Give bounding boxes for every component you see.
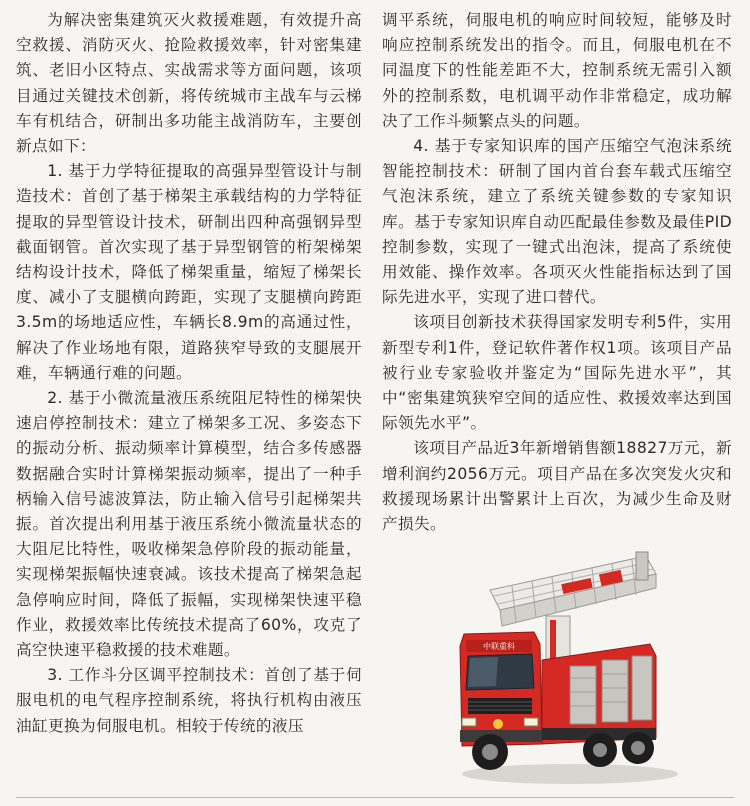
patents-paragraph: 该项目创新技术获得国家发明专利5件，实用新型专利1件，登记软件著作权1项。该项目产品被行业专家验收并鉴定为“国际先进水平”，其中“密集建筑狭窄空间的适应性、救援效率达到国际领先水平”。: [382, 313, 732, 433]
truck-cab: [460, 632, 542, 746]
aerial-ladder: [490, 552, 656, 626]
innovation-4-paragraph: 4. 基于专家知识库的国产压缩空气泡沫系统智能控制技术：研制了国内首台套车载式压缩空气泡沫系统，建立了系统关键参数的专家知识库。基于专家知识库自动匹配最佳参数及最佳PID控制参数，实现了一键式出泡沫，提高了系统使用效能、操作效率。各项灭火性能指标达到了国际先进水平，实现了进口替代。: [382, 137, 732, 307]
innovation-3-continuation: 调平系统，伺服电机的响应时间较短，能够及时响应控制系统发出的指令。而且，伺服电机在不同温度下的性能差距不大，控制系统无需引入额外的控制系数，电机调平动作非常稳定，成功解决了工作斗频繁点头的问题。: [382, 11, 732, 130]
innovation-1-paragraph: 1. 基于力学特征提取的高强异型管设计与制造技术：首创了基于梯架主承载结构的力学特征提取的异型管设计技术，研制出四种高强钢异型截面钢管。首次实现了基于异型钢管的桁架梯架结构设计技术，降低了梯架重量，缩短了梯架长度、减小了支腿横向跨距，实现了支腿横向跨距3.5m的场地适应性，车辆长8.9m的高通过性，解决了作业场地有限，道路狭窄导致的支腿展开难，车辆通行难的问题。: [16, 162, 362, 382]
innovation-2-paragraph: 2. 基于小微流量液压系统阻尼特性的梯架快速启停控制技术：建立了梯架多工况、多姿态下的振动分析、振动频率计算模型，结合多传感器数据融合实时计算梯架振动频率，提出了一种手柄输入信号滤波算法，防止输入信号引起梯架共振。首次提出利用基于液压系统小微流量状态的大阻尼比特性，吸收梯架急停阶段的振动能量，实现梯架振幅快速衰减。该技术提高了梯架急起急停响应时间，降低了振幅，实现梯架快速平稳作业，救援效率比传统技术提高了60%，攻克了高空快速平稳救援的技术难题。: [16, 389, 362, 660]
truck-body: [542, 644, 656, 744]
sales-paragraph: 该项目产品近3年新增销售额18827万元，新增利润约2056万元。项目产品在多次突发火灾和救援现场累计出警累计上百次，为减少生命及财产损失。: [382, 439, 732, 534]
footer-rule: [16, 797, 734, 798]
truck-logo-text: 中联重科: [483, 642, 515, 651]
fire-truck-image: [450, 548, 678, 788]
left-text-column: [16, 8, 362, 739]
intro-paragraph: 为解决密集建筑灭火救援难题，有效提升高空救援、消防灭火、抢险救援效率，针对密集建筑、老旧小区特点、实战需求等方面问题，该项目通过关键技术创新，将传统城市主战车与云梯车有机结合，研制出多功能主战消防车，主要创新点如下：: [16, 11, 362, 156]
fire-truck-illustration: [450, 548, 678, 788]
right-text-column: [382, 8, 732, 537]
innovation-3-paragraph: 3. 工作斗分区调平控制技术：首创了基于伺服电机的电气程序控制系统，将执行机构由液压油缸更换为伺服电机。相较于传统的液压: [16, 666, 362, 735]
